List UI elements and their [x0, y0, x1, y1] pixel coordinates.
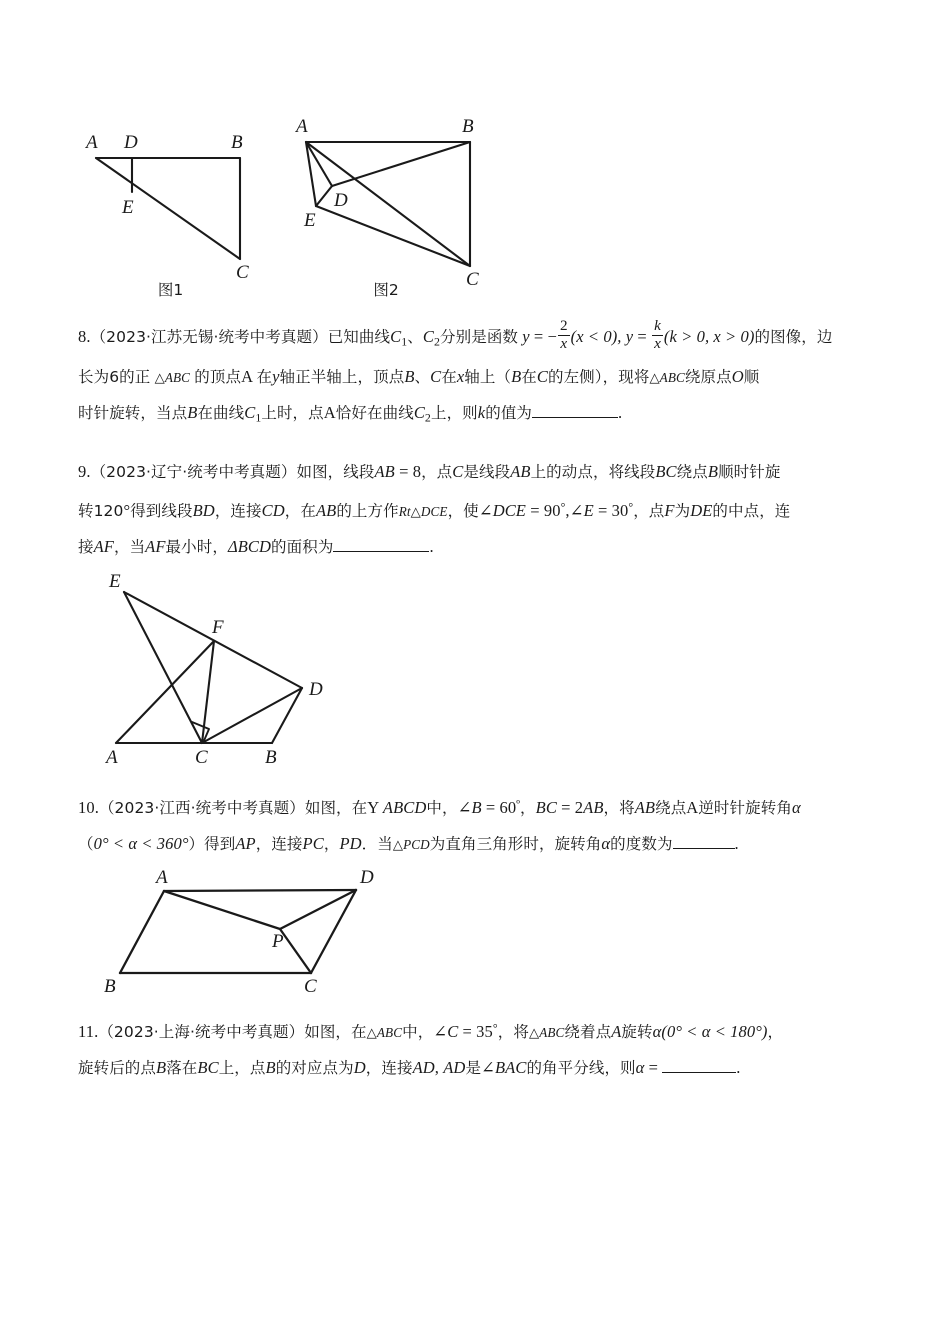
q10-l2-a: 得到: [204, 834, 236, 853]
figure-question-9-drawing: [92, 571, 392, 771]
q10-l1-d: ，将: [603, 798, 635, 817]
question-8: [78, 319, 878, 436]
q8-l3-a: 时针旋转，当点: [78, 404, 188, 423]
q8-curve-c1-sub: 1: [401, 334, 408, 349]
q8-l3-curve-c1-sub: 1: [255, 410, 262, 425]
q11-l1-e: 旋转: [621, 1022, 653, 1041]
q9-l2-degree: °: [123, 500, 131, 520]
q11-number: 11.: [78, 1021, 99, 1041]
q8-curve-c2: C: [422, 327, 434, 346]
figure-q10-label-D: D: [360, 866, 374, 888]
q11-l1-f: ，: [767, 1022, 784, 1041]
q9-l2-angle-e-degree: °: [628, 499, 634, 514]
q8-curve-c2-sub: 2: [433, 334, 441, 349]
q8-l2-h: 在: [521, 368, 537, 387]
q9-l2-a: 转120: [78, 501, 124, 520]
q10-answer-blank[interactable]: [673, 848, 735, 849]
q8-l2-point-C2: C: [536, 367, 548, 387]
figure-1-label-C: C: [236, 262, 249, 283]
question-11-line-1: [78, 1011, 878, 1050]
q9-l2-g: ，点: [633, 501, 665, 520]
figure-1-label-E: E: [122, 197, 134, 218]
q11-l1-angle-c: ∠C: [433, 1021, 459, 1041]
q8-l2-point-C: C: [430, 367, 442, 387]
q8-fraction-2: [652, 318, 663, 352]
q9-l2-d: ，在: [284, 501, 316, 520]
q9-l1-d: 上的动点，将线段: [530, 462, 656, 481]
q8-number: 8.: [78, 327, 91, 346]
q11-l2-alpha: α: [635, 1057, 645, 1077]
q11-l1-alpha: α: [652, 1021, 662, 1041]
q9-l3-segment-af-2: AF: [145, 536, 166, 556]
q11-l2-point-b: B: [156, 1057, 167, 1077]
q8-l2-point-A: A: [241, 367, 253, 387]
figure-1: [78, 96, 298, 300]
figure-question-10: [92, 866, 878, 997]
figure-2-label-D: D: [334, 190, 348, 211]
q8-l3-curve-c2: C: [413, 403, 425, 423]
q8-l2-k: 顺: [743, 368, 760, 387]
q8-text-b: 分别是函数: [440, 328, 519, 346]
q9-l3-c: 最小时，: [165, 537, 228, 556]
q8-fraction-2-denominator: x: [654, 334, 661, 352]
q10-l2-f: 的度数为: [610, 834, 673, 853]
figure-2: [286, 96, 516, 300]
q10-l1-ab: AB: [583, 797, 604, 817]
q8-eq1-y: y: [522, 327, 530, 346]
q8-l2-point-B2: B: [511, 367, 522, 387]
q9-l1-segment-bc: BC: [655, 461, 677, 481]
q11-l2-ad: AD: [412, 1057, 435, 1077]
q8-l2-point-B: B: [404, 367, 415, 387]
q8-l2-i: 的左侧），现将: [547, 368, 650, 387]
figure-q9-label-B: B: [265, 746, 277, 768]
q11-l1-a: 如图，在: [304, 1022, 367, 1041]
q11-l2-c: 上，点: [218, 1058, 266, 1077]
q9-l1-segment-ab-2: AB: [510, 461, 531, 481]
question-11-line-2: [78, 1050, 878, 1086]
figure-q10-label-A: A: [156, 866, 168, 888]
q9-l2-angle-dce-value: = 90: [526, 500, 561, 520]
q11-l1-degree: °: [492, 1020, 498, 1035]
q9-l2-angle-e-value: = 30: [593, 500, 629, 520]
q8-sep1: 、: [407, 328, 423, 346]
q8-l2-point-O: O: [731, 367, 744, 387]
q8-answer-blank[interactable]: [532, 417, 618, 418]
q8-l2-d: 轴正半轴上，顶点: [279, 368, 405, 387]
q10-l2-alpha-range: 0° < α < 360°: [93, 833, 189, 853]
q10-l1-e: 绕点: [655, 798, 687, 817]
figure-1-label-A: A: [86, 132, 98, 153]
q9-l2-angle-e: ∠E: [569, 500, 594, 520]
q10-l1-bc: BC: [535, 797, 557, 817]
q11-l2-point-b-2: B: [265, 1057, 276, 1077]
q8-eq1-condition: (x < 0),: [570, 327, 622, 346]
figure-q10-label-B: B: [104, 975, 116, 997]
q8-l3-d: 恰好在曲线: [335, 404, 414, 423]
q8-l3-b: 在曲线: [197, 404, 245, 423]
q10-l1-bc-value: = 2: [556, 797, 584, 817]
q10-l2-pc: PC: [302, 833, 324, 853]
q8-text-a: 已知曲线: [327, 328, 391, 346]
q8-l2-triangle-abc-2: △ABC: [649, 370, 685, 386]
q10-l2-paren-open: （: [78, 834, 94, 853]
q9-l1-f: 顺时针旋: [718, 462, 781, 481]
q8-curve-c1: C: [390, 327, 402, 346]
q10-l1-abcd: ABCD: [382, 797, 427, 817]
figure-1-caption: 图1: [157, 281, 184, 299]
q11-l2-b: 落在: [166, 1058, 198, 1077]
q8-l3-e: 上，则: [430, 404, 478, 423]
figure-2-label-C: C: [466, 269, 479, 290]
figure-2-label-B: B: [462, 116, 474, 137]
q11-l1-angle-c-value: = 35: [458, 1021, 493, 1041]
q9-l1-a: 如图，线段: [296, 462, 375, 481]
q8-l2-b: 的顶点: [194, 368, 242, 387]
q11-l1-b: 中，: [402, 1022, 434, 1041]
figure-q10-label-P: P: [272, 930, 284, 952]
q11-l2-f: 是: [465, 1058, 482, 1077]
q10-l2-c: ，: [323, 834, 340, 853]
q11-l2-a: 旋转后的点: [78, 1058, 157, 1077]
top-figures-row: [78, 96, 878, 301]
q8-l2-a: 长为6的正: [78, 368, 151, 387]
q8-l2-e: 、: [414, 368, 431, 387]
q9-l2-h: 为: [674, 501, 691, 520]
q8-fraction-1-denominator: x: [558, 335, 570, 352]
question-10-line-1: [78, 787, 878, 826]
figure-q9-label-C: C: [195, 746, 208, 768]
figure-2-label-E: E: [304, 210, 316, 231]
q9-l2-segment-de: DE: [690, 500, 713, 520]
q11-l1-triangle-abc-2: △ABC: [528, 1024, 565, 1040]
figure-question-9: [92, 571, 878, 771]
q10-l1-a: 如图，在: [304, 798, 368, 817]
q9-l1-e: 绕点: [676, 462, 708, 481]
q10-l2-e: 为直角三角形时，旋转角: [429, 834, 602, 853]
q11-period: .: [736, 1057, 741, 1077]
q8-fraction-1: [558, 318, 570, 352]
question-9-line-1: [78, 454, 878, 490]
q9-l2-segment-bd: BD: [192, 500, 215, 520]
q8-l3-k: k: [477, 403, 486, 423]
q10-l2-paren-close: ）: [188, 834, 205, 853]
q11-l2-point-d: D: [353, 1057, 366, 1077]
q9-l2-segment-cd: CD: [261, 500, 285, 520]
q9-l1-b: ，点: [421, 462, 453, 481]
q8-l3-f: 的值为: [485, 404, 533, 423]
q9-l3-triangle-bcd: ΔBCD: [227, 536, 272, 556]
q11-l1-d: 绕着点: [564, 1022, 612, 1041]
question-10: [78, 787, 878, 862]
question-11: [78, 1011, 878, 1086]
q8-eq2-condition: (k > 0, x > 0): [663, 327, 755, 346]
question-8-line-2: [78, 359, 878, 395]
q8-l2-axis-x: x: [456, 367, 465, 387]
q9-l2-comma: ,: [565, 500, 570, 520]
q9-l2-e: 的上方作: [336, 501, 399, 520]
q10-period: .: [734, 833, 739, 853]
q9-l3-segment-af: AF: [93, 536, 114, 556]
q11-l2-g: 的角平分线，则: [526, 1058, 636, 1077]
q9-l2-rt-triangle: Rt△DCE: [398, 503, 448, 519]
figure-2-caption: 图2: [373, 281, 399, 299]
q8-period: .: [618, 403, 623, 423]
figure-q9-label-F: F: [212, 616, 224, 638]
figure-q9-label-D: D: [309, 678, 323, 700]
q8-l3-c: 上时，点: [261, 404, 324, 423]
q9-l2-c: ，连接: [214, 501, 262, 520]
q9-period: .: [429, 536, 434, 556]
figure-q9-label-A: A: [106, 746, 118, 768]
figure-2-label-A: A: [296, 116, 308, 137]
q8-l2-f: 在: [441, 368, 457, 387]
q10-l1-angle-b-value: = 60: [481, 797, 517, 817]
q9-answer-blank[interactable]: [333, 551, 429, 552]
question-8-line-1: [78, 319, 878, 359]
q9-l1-ab-value: = 8: [394, 461, 422, 481]
q10-l1-f: 逆时针旋转角: [698, 798, 792, 817]
question-8-line-3: [78, 395, 878, 435]
q9-l2-b: 得到线段: [130, 501, 193, 520]
q10-l2-ap: AP: [235, 833, 256, 853]
q10-l2-d: ．当: [361, 834, 393, 853]
q8-eq1-minus: −: [547, 327, 557, 346]
q9-l2-point-f: F: [664, 500, 675, 520]
q11-l2-angle-bac: ∠BAC: [481, 1057, 527, 1077]
figure-q10-label-C: C: [304, 975, 317, 997]
question-9-line-2: [78, 490, 878, 529]
q10-l1-degree: º: [516, 796, 521, 811]
q9-l1-point-c: C: [452, 461, 464, 481]
q9-l3-a: 接: [78, 537, 94, 556]
figure-1-label-D: D: [124, 132, 138, 153]
q9-number: 9.: [78, 461, 91, 481]
figure-1-label-B: B: [231, 132, 243, 153]
q8-fraction-1-numerator: 2: [559, 317, 568, 335]
q8-eq1-equals: =: [529, 327, 548, 346]
q9-l3-d: 的面积为: [271, 537, 334, 556]
q10-l2-alpha: α: [601, 833, 611, 853]
q8-l3-curve-c1: C: [244, 403, 256, 423]
q11-l2-e: ，连接: [365, 1058, 413, 1077]
q9-source: （2023·辽宁·统考中考真题）: [90, 462, 297, 481]
q10-l1-b: 中，: [426, 798, 458, 817]
q11-source: （2023·上海·统考中考真题）: [98, 1022, 305, 1041]
question-9-line-3: [78, 529, 878, 565]
q10-number: 10.: [78, 797, 99, 817]
q9-l3-b: ，当: [113, 537, 146, 556]
q10-l1-ab-2: AB: [634, 797, 656, 817]
q10-l1-c: ，: [520, 798, 536, 817]
q10-l1-angle-b: ∠B: [457, 797, 482, 817]
q8-fraction-2-numerator: k: [654, 317, 661, 335]
q8-l2-c: 在: [256, 368, 273, 387]
q9-l1-segment-ab: AB: [374, 461, 395, 481]
q11-l1-alpha-range: (0° < α < 180°): [661, 1021, 768, 1041]
q8-l3-curve-c2-sub: 2: [424, 410, 431, 425]
q11-l2-ad-2: AD: [443, 1057, 466, 1077]
q11-l1-point-a: A: [611, 1021, 622, 1041]
q10-l1-point-a: A: [686, 797, 699, 817]
q10-l2-pd: PD: [339, 833, 362, 853]
q11-l2-comma: ,: [434, 1057, 439, 1077]
figure-question-10-drawing: [92, 866, 392, 997]
q9-l2-angle-dce: ∠DCE: [478, 500, 526, 520]
parallelogram-icon: Y: [367, 797, 379, 817]
q8-l3-point-B: B: [187, 403, 198, 423]
q11-l2-bc: BC: [197, 1057, 219, 1077]
q9-l2-f: ，使: [447, 501, 479, 520]
q8-l3-point-A: A: [323, 403, 336, 423]
figure-1-drawing: [78, 96, 298, 283]
q8-text-c: 的图像，边: [754, 328, 833, 346]
q11-l1-triangle-abc: △ABC: [366, 1024, 403, 1040]
q11-l2-d: 的对应点为: [275, 1058, 354, 1077]
q9-l2-segment-ab: AB: [315, 500, 337, 520]
question-9: [78, 454, 878, 565]
q8-l2-g: 轴上（: [464, 368, 512, 387]
q10-source: （2023·江西·统考中考真题）: [98, 798, 305, 817]
q9-l2-angle-dce-degree: °: [560, 499, 566, 514]
q10-l2-triangle-pcd: △PCD: [392, 836, 430, 852]
q10-l2-b: ，连接: [255, 834, 303, 853]
q10-l1-alpha: α: [791, 797, 801, 817]
q8-l2-triangle-abc: △ABC: [154, 370, 191, 386]
q8-eq2-equals: =: [633, 327, 652, 346]
q8-l2-j: 绕原点: [684, 368, 732, 387]
question-10-line-2: [78, 826, 878, 862]
q8-eq2-y: y: [625, 327, 634, 346]
q9-l2-i: 的中点，连: [712, 501, 791, 520]
q11-l2-equals: =: [644, 1057, 663, 1077]
q8-source: （2023·江苏无锡·统考中考真题）: [90, 328, 328, 346]
q11-l1-c: ，将: [497, 1022, 529, 1041]
page-content: [78, 96, 878, 1086]
q11-answer-blank[interactable]: [662, 1072, 736, 1073]
q8-l2-axis-y: y: [272, 367, 280, 387]
q9-l1-point-b: B: [707, 461, 719, 481]
figure-q9-label-E: E: [109, 570, 121, 592]
q9-l1-c: 是线段: [463, 462, 511, 481]
